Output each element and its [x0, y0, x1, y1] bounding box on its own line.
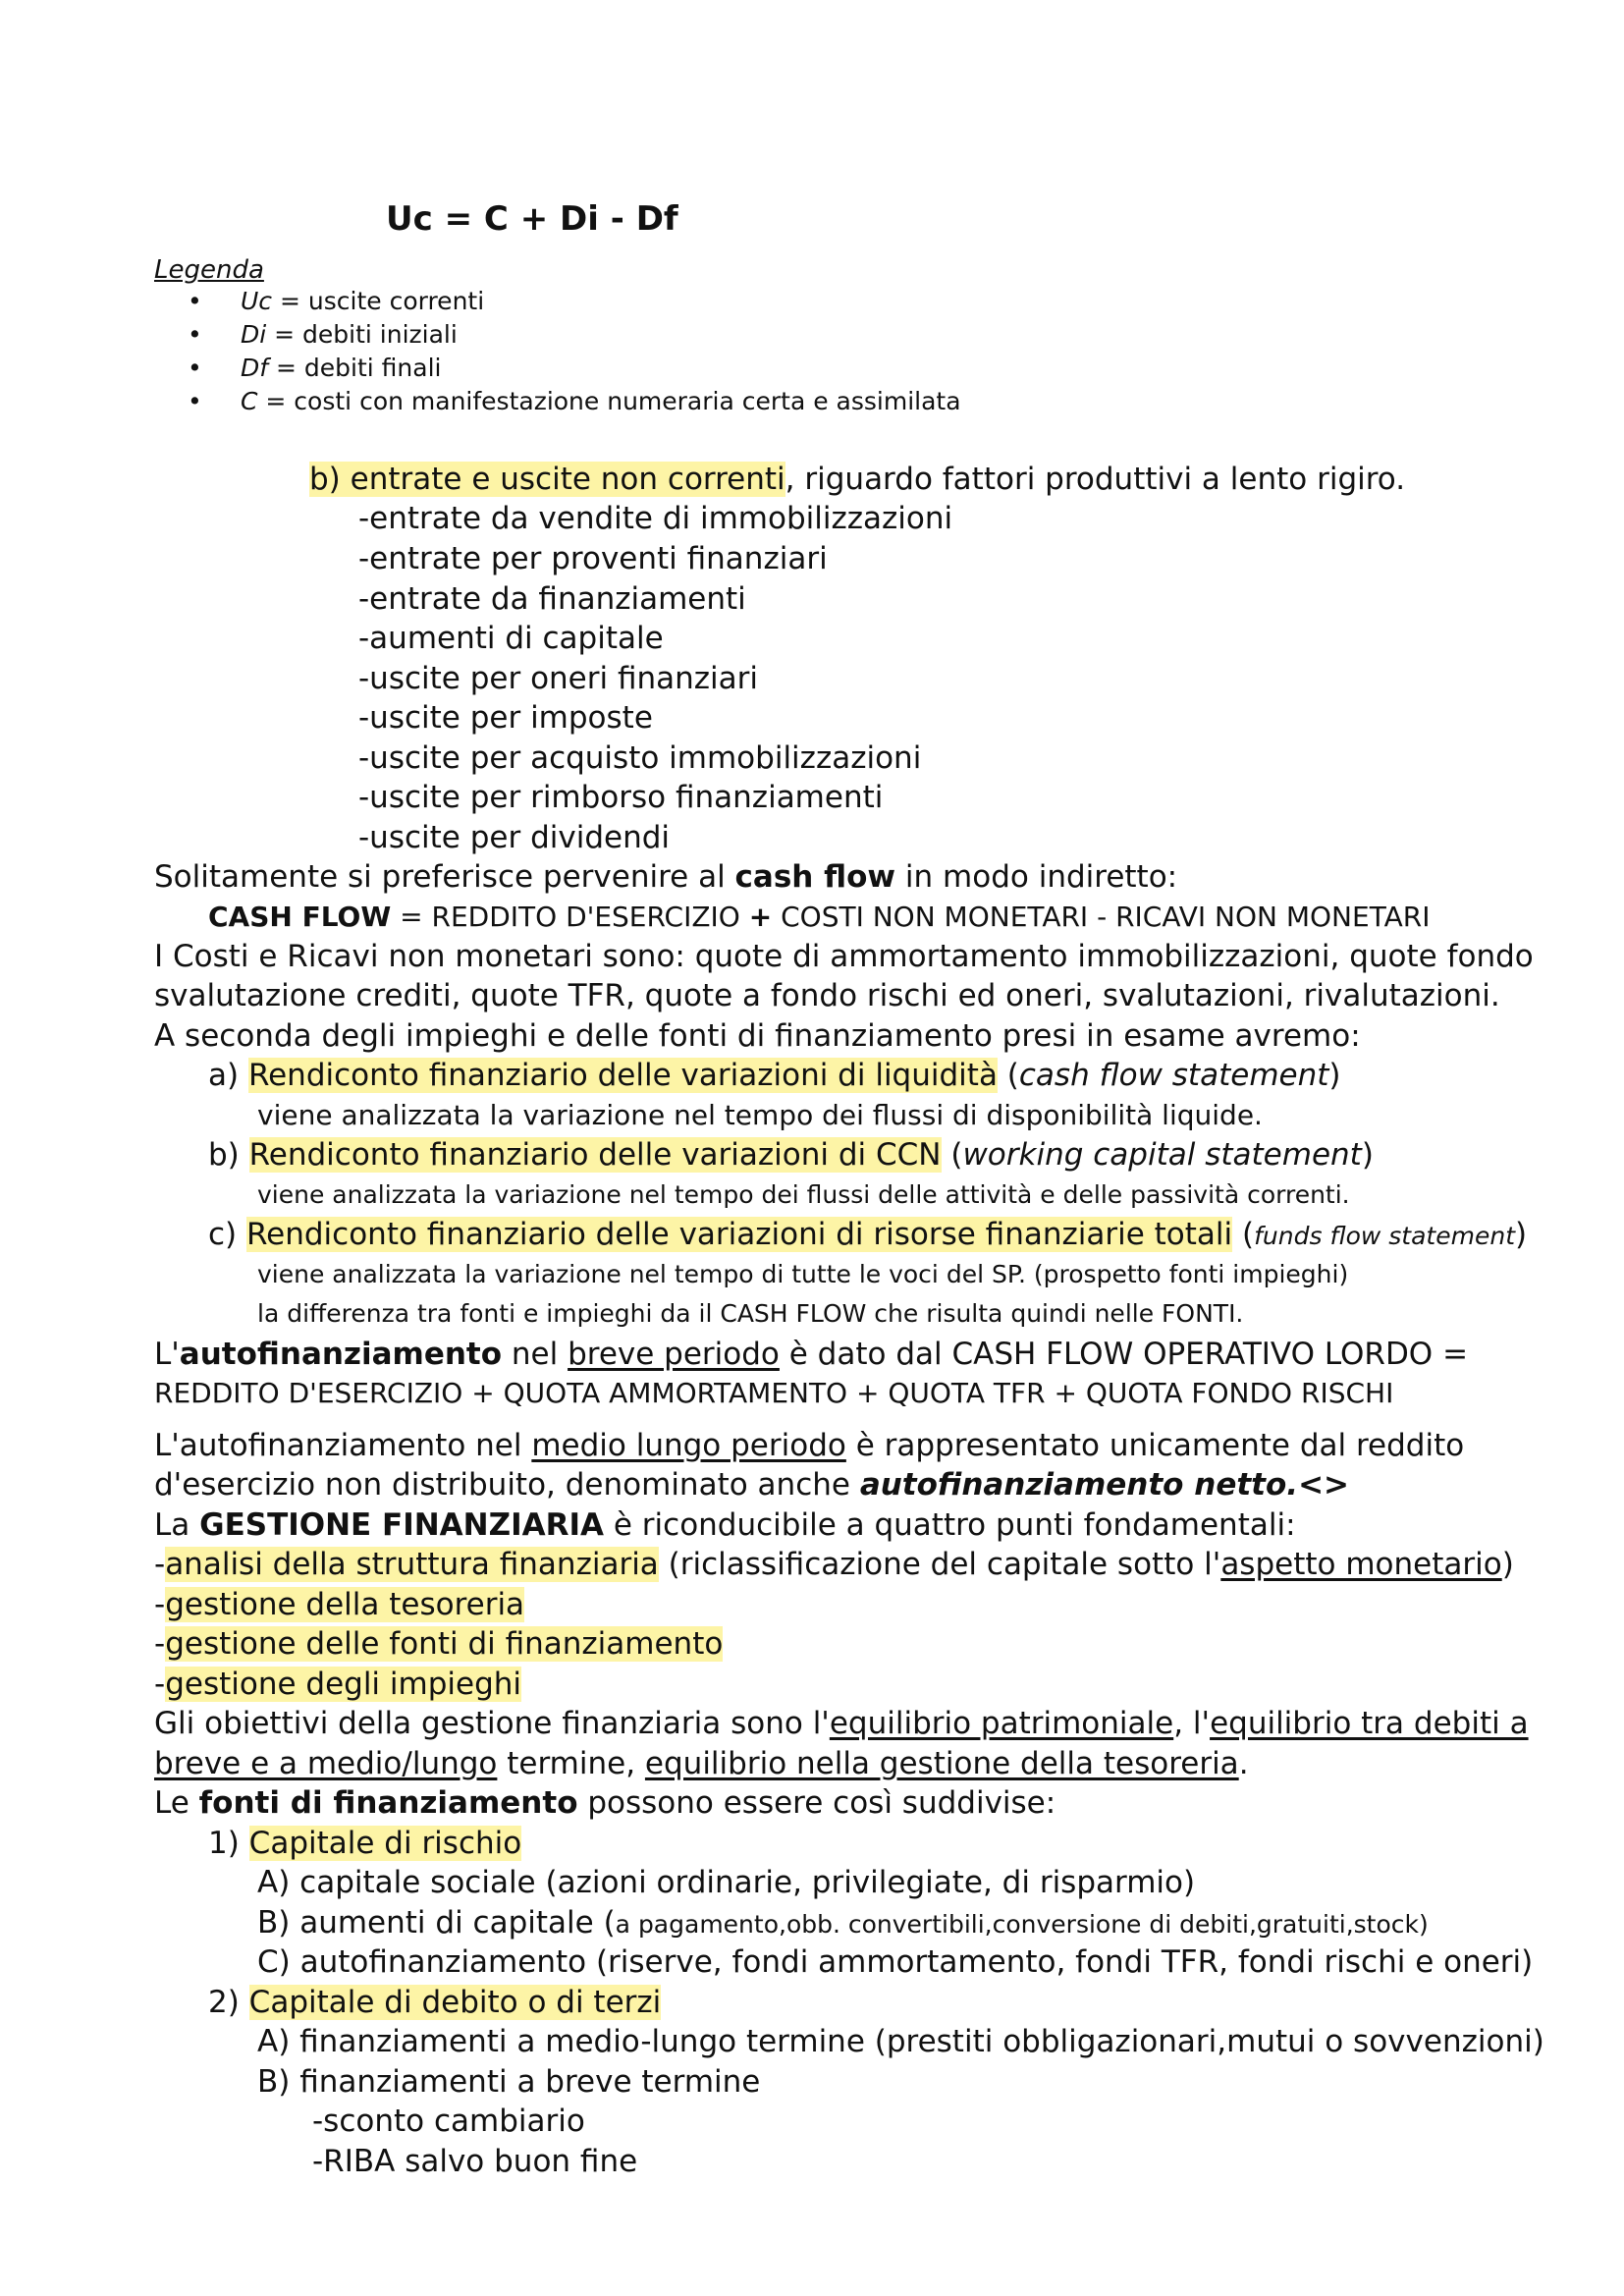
autofin-short-term: L'autofinanziamento nel breve periodo è dato dal CASH FLOW OPERATIVO LORDO = [154, 1337, 1469, 1372]
list-item: B) aumenti di capitale (a pagamento,obb. convertibili,conversione di debiti,gratuiti,stock) [257, 1905, 1429, 1941]
list-item: -sconto cambiario [312, 2104, 585, 2139]
list-item: C) autofinanziamento (riserve, fondi ammortamento, fondi TFR, fondi rischi e oneri) [257, 1944, 1534, 1980]
list-item: B) finanziamenti a breve termine [257, 2064, 761, 2100]
legend-item: • Df = debiti finali [154, 352, 961, 385]
management-point: -gestione degli impieghi [154, 1667, 522, 1702]
management-point: -analisi della struttura finanziaria (riclassificazione del capitale sotto l'aspetto monetario) [154, 1547, 1514, 1582]
list-item: A) capitale sociale (azioni ordinarie, privilegiate, di risparmio) [257, 1865, 1196, 1900]
list-item: -entrate da vendite di immobilizzazioni [358, 501, 953, 536]
statement-description: la differenza tra fonti e impieghi da il CASH FLOW che risulta quindi nelle FONTI. [257, 1299, 1244, 1328]
legend-title: Legenda [154, 255, 264, 285]
legend-list [154, 285, 961, 418]
cash-flow-intro: Solitamente si preferisce pervenire al cash flow in modo indiretto: [154, 859, 1178, 895]
list-item: A) finanziamenti a medio-lungo termine (prestiti obbligazionari,mutui o sovvenzioni) [257, 2024, 1544, 2059]
list-item: -uscite per acquisto immobilizzazioni [358, 740, 922, 776]
risk-capital-heading: 1) Capitale di rischio [208, 1826, 522, 1861]
objectives-line: breve e a medio/lungo termine, equilibrio nella gestione della tesoreria. [154, 1746, 1249, 1781]
paragraph-line: I Costi e Ricavi non monetari sono: quote di ammortamento immobilizzazioni, quote fondo [154, 939, 1534, 974]
management-point: -gestione della tesoreria [154, 1587, 525, 1622]
autofin-formula: REDDITO D'ESERCIZIO + QUOTA AMMORTAMENTO + QUOTA TFR + QUOTA FONDO RISCHI [154, 1377, 1394, 1409]
list-item: -uscite per oneri finanziari [358, 661, 759, 696]
list-item: -RIBA salvo buon fine [312, 2144, 638, 2179]
list-item: -entrate da finanziamenti [358, 581, 746, 617]
debt-capital-heading: 2) Capitale di debito o di terzi [208, 1985, 662, 2020]
autofin-long-term: L'autofinanziamento nel medio lungo periodo è rappresentato unicamente dal reddito [154, 1428, 1465, 1463]
current-expenses-formula: Uc = C + Di - Df [386, 199, 678, 239]
statement-b: b) Rendiconto finanziario delle variazioni di CCN (working capital statement) [208, 1137, 1374, 1173]
list-item: -entrate per proventi finanziari [358, 541, 828, 576]
list-item: -uscite per rimborso finanziamenti [358, 780, 884, 815]
legend-item: • Di = debiti iniziali [154, 318, 961, 352]
cash-flow-formula: CASH FLOW = REDDITO D'ESERCIZIO + COSTI NON MONETARI - RICAVI NON MONETARI [208, 901, 1431, 933]
objectives-line: Gli obiettivi della gestione finanziaria sono l'equilibrio patrimoniale, l'equilibrio tra debiti a [154, 1706, 1529, 1741]
statement-a: a) Rendiconto finanziario delle variazioni di liquidità (cash flow statement) [208, 1058, 1341, 1093]
non-current-heading: b) entrate e uscite non correnti, riguardo fattori produttivi a lento rigiro. [309, 462, 1406, 497]
funding-sources-intro: Le fonti di finanziamento possono essere così suddivise: [154, 1785, 1056, 1821]
statement-description: viene analizzata la variazione nel tempo dei flussi delle attività e delle passività correnti. [257, 1180, 1350, 1209]
legend-item: • C = costi con manifestazione numeraria certa e assimilata [154, 385, 961, 418]
list-item: -uscite per imposte [358, 700, 653, 736]
list-item: -aumenti di capitale [358, 621, 664, 656]
list-item: -uscite per dividendi [358, 820, 671, 855]
paragraph-line: svalutazione crediti, quote TFR, quote a fondo rischi ed oneri, svalutazioni, rivalutazioni. [154, 978, 1500, 1013]
statement-description: viene analizzata la variazione nel tempo dei flussi di disponibilità liquide. [257, 1099, 1263, 1131]
management-point: -gestione delle fonti di finanziamento [154, 1626, 724, 1662]
legend-item: • Uc = uscite correnti [154, 285, 961, 318]
financial-management-intro: La GESTIONE FINANZIARIA è riconducibile a quattro punti fondamentali: [154, 1507, 1296, 1543]
paragraph-line: d'esercizio non distribuito, denominato anche autofinanziamento netto.<> [154, 1467, 1350, 1503]
paragraph-line: A seconda degli impieghi e delle fonti di finanziamento presi in esame avremo: [154, 1018, 1361, 1054]
statement-description: viene analizzata la variazione nel tempo di tutte le voci del SP. (prospetto fonti impieghi) [257, 1260, 1349, 1288]
statement-c: c) Rendiconto finanziario delle variazioni di risorse finanziarie totali (funds flow statement) [208, 1217, 1528, 1252]
